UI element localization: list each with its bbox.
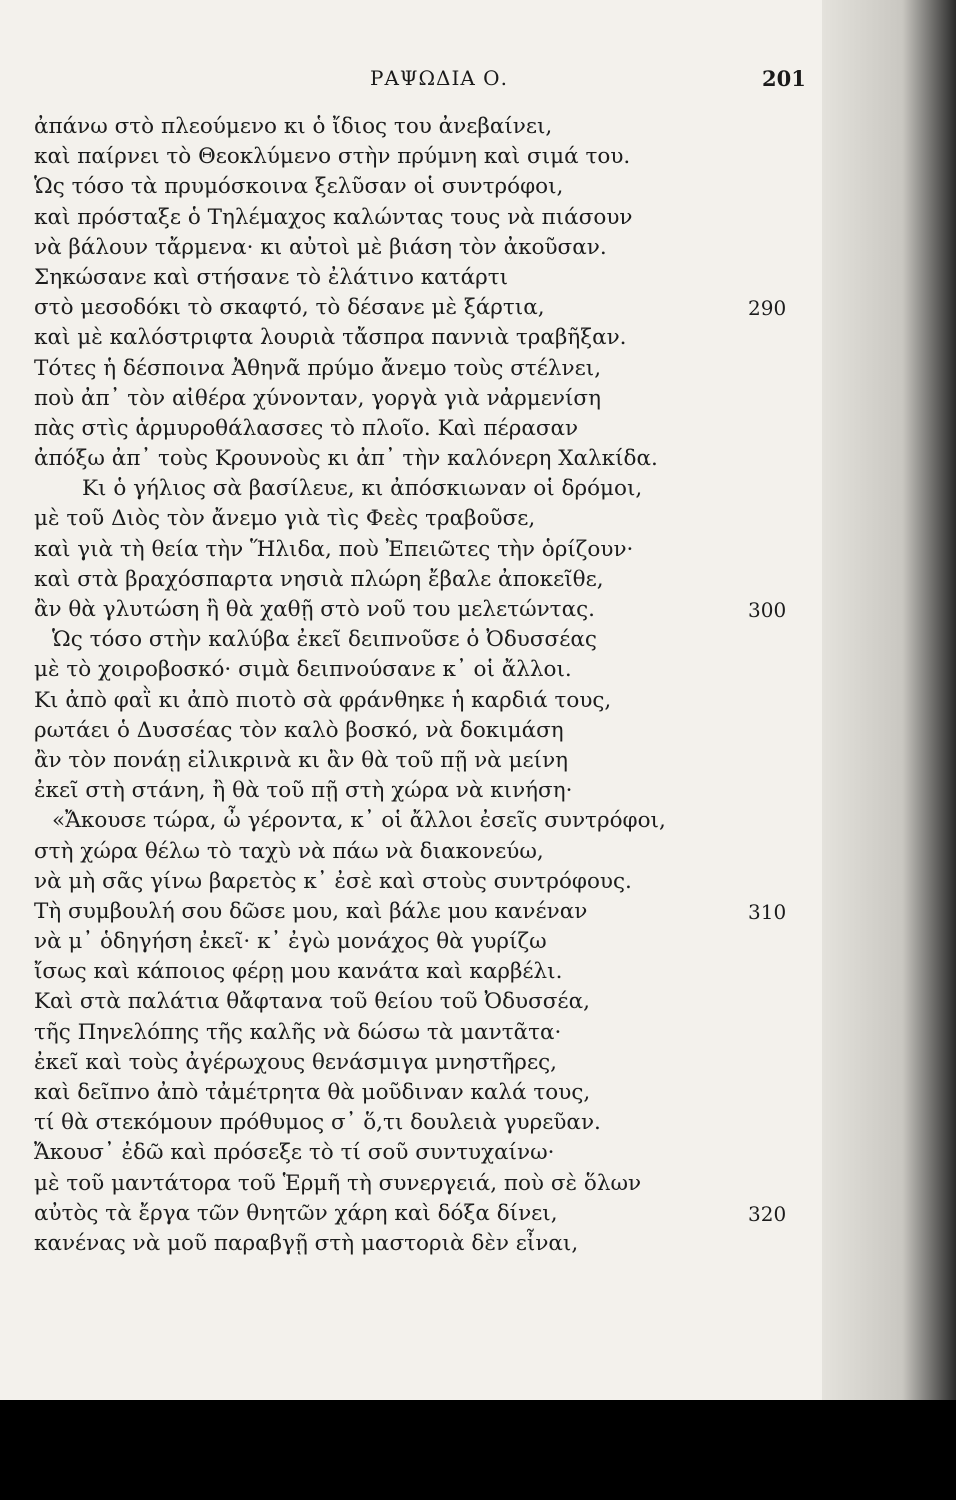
verse-line bbox=[34, 1199, 804, 1229]
page-edge bbox=[822, 0, 956, 1400]
verse-text: Κι ὁ γήλιος σὰ βασίλευε, κι ἀπόσκιωναν οἱ δρόμοι, bbox=[82, 476, 643, 502]
verse-text: ἀπόξω ἀπ᾽ τοὺς Κρουνοὺς κι ἀπ᾽ τὴν καλόνερη Χαλκίδα. bbox=[34, 446, 658, 472]
verse-line bbox=[34, 867, 804, 897]
verse-line bbox=[34, 957, 804, 987]
verse-text: ἐκεῖ καὶ τοὺς ἀγέρωχους θενάσμιγα μνηστῆρες, bbox=[34, 1049, 557, 1075]
verse-line bbox=[34, 927, 804, 957]
line-number: 290 bbox=[748, 296, 787, 321]
verse-text: ρωτάει ὁ Δυσσέας τὸν καλὸ βοσκό, νὰ δοκιμάση bbox=[34, 717, 564, 743]
verse-text: καὶ γιὰ τὴ θεία τὴν Ἥλιδα, ποὺ Ἐπειῶτες τὴν ὁρίζουν· bbox=[34, 536, 634, 562]
verse-line bbox=[34, 897, 804, 927]
verse-text: νὰ μὴ σᾶς γίνω βαρετὸς κ᾽ ἐσὲ καὶ στοὺς συντρόφους. bbox=[34, 868, 632, 894]
verse-text: καὶ στὰ βραχόσπαρτα νησιὰ πλώρη ἔβαλε ἀποκεῖθε, bbox=[34, 566, 604, 592]
verse-line bbox=[34, 172, 804, 202]
verse-line bbox=[34, 414, 804, 444]
verse-line bbox=[34, 504, 804, 534]
verse-line bbox=[34, 142, 804, 172]
verse-line bbox=[34, 263, 804, 293]
verse-line bbox=[34, 716, 804, 746]
verse-line bbox=[34, 987, 804, 1017]
verse-text: «Ἄκουσε τώρα, ὦ γέροντα, κ᾽ οἱ ἄλλοι ἐσεῖς συντρόφοι, bbox=[52, 808, 666, 834]
verse-text: νὰ μ᾽ ὁδηγήση ἐκεῖ· κ᾽ ἐγὼ μονάχος θὰ γυρίζω bbox=[34, 929, 547, 955]
verse-text: πὰς στὶς ἁρμυροθάλασσες τὸ πλοῖο. Καὶ πέρασαν bbox=[34, 415, 579, 441]
verse-line bbox=[34, 1108, 804, 1138]
verse-text: καὶ μὲ καλόστριφτα λουριὰ τἄσπρα παννιὰ τραβῆξαν. bbox=[34, 325, 627, 351]
verse-text: Ἄκουσ᾽ ἐδῶ καὶ πρόσεξε τὸ τί σοῦ συντυχαίνω· bbox=[34, 1140, 555, 1166]
verse-text: ἂν τὸν πονάῃ εἰλικρινὰ κι ἂν θὰ τοῦ πῇ νὰ μείνη bbox=[34, 747, 569, 773]
verse-line bbox=[34, 354, 804, 384]
verse-line bbox=[34, 323, 804, 353]
verse-line bbox=[34, 474, 804, 504]
line-number: 310 bbox=[748, 899, 787, 924]
verse-text: ἂν θὰ γλυτώση ἢ θὰ χαθῇ στὸ νοῦ του μελετώντας. bbox=[34, 597, 595, 622]
line-number: 320 bbox=[748, 1201, 787, 1226]
poem-text bbox=[34, 112, 804, 1259]
verse-text: μὲ τοῦ μαντάτορα τοῦ Ἑρμῆ τὴ συνεργειά, ποὺ σὲ ὅλων bbox=[34, 1170, 642, 1196]
verse-text: ποὺ ἀπ᾽ τὸν αἰθέρα χύνονταν, γοργὰ γιὰ νἀρμενίση bbox=[34, 385, 601, 411]
verse-line bbox=[34, 625, 804, 655]
page-header bbox=[0, 66, 822, 100]
verse-line bbox=[34, 806, 804, 836]
verse-text: κανένας νὰ μοῦ παραβγῇ στὴ μαστοριὰ δὲν εἶναι, bbox=[34, 1230, 579, 1256]
verse-line bbox=[34, 1138, 804, 1168]
verse-text: αὐτὸς τὰ ἔργα τῶν θνητῶν χάρη καὶ δόξα δίνει, bbox=[34, 1200, 558, 1226]
verse-text: στὸ μεσοδόκι τὸ σκαφτό, τὸ δέσανε μὲ ξάρτια, bbox=[34, 295, 545, 321]
running-title: ΡΑΨΩΔΙΑ Ο. bbox=[370, 66, 508, 90]
verse-text: Ὡς τόσο στὴν καλύβα ἐκεῖ δειπνοῦσε ὁ Ὀδυσσέας bbox=[52, 627, 597, 653]
verse-text: τῆς Πηνελόπης τῆς καλῆς νὰ δώσω τὰ μαντᾶτα· bbox=[34, 1019, 562, 1045]
verse-line bbox=[34, 444, 804, 474]
verse-text: καὶ δεῖπνο ἀπὸ τἀμέτρητα θὰ μοῦδιναν καλά τους, bbox=[34, 1080, 591, 1105]
verse-text: Σηκώσανε καὶ στήσανε τὸ ἐλάτινο κατάρτι bbox=[34, 264, 509, 290]
verse-line bbox=[34, 746, 804, 776]
verse-line bbox=[34, 565, 804, 595]
verse-line bbox=[34, 837, 804, 867]
verse-line bbox=[34, 1048, 804, 1078]
verse-text: Τότες ἡ δέσποινα Ἀθηνᾶ πρύμο ἄνεμο τοὺς στέλνει, bbox=[34, 355, 602, 381]
verse-text: Ὡς τόσο τὰ πρυμόσκοινα ξελῦσαν οἱ συντρόφοι, bbox=[34, 174, 564, 200]
verse-text: ἴσως καὶ κάποιος φέρῃ μου κανάτα καὶ καρβέλι. bbox=[34, 959, 563, 985]
verse-text: Κι ἀπὸ φαῒ κι ἀπὸ πιοτὸ σὰ φράνθηκε ἡ καρδιά τους, bbox=[34, 687, 612, 713]
verse-line bbox=[34, 1078, 804, 1108]
verse-text: μὲ τὸ χοιροβοσκό· σιμὰ δειπνούσανε κ᾽ οἱ ἄλλοι. bbox=[34, 657, 572, 683]
verse-line bbox=[34, 203, 804, 233]
verse-text: ἀπάνω στὸ πλεούμενο κι ὁ ἴδιος του ἀνεβαίνει, bbox=[34, 114, 553, 139]
verse-text: Καὶ στὰ παλάτια θἄφτανα τοῦ θείου τοῦ Ὀδυσσέα, bbox=[34, 989, 590, 1015]
verse-text: Τὴ συμβουλή σου δῶσε μου, καὶ βάλε μου κανέναν bbox=[34, 898, 588, 924]
verse-text: καὶ παίρνει τὸ Θεοκλύμενο στὴν πρύμνη καὶ σιμά του. bbox=[34, 144, 631, 170]
verse-line bbox=[34, 776, 804, 806]
verse-line bbox=[34, 686, 804, 716]
verse-line bbox=[34, 1169, 804, 1199]
verse-line bbox=[34, 112, 804, 142]
verse-text: καὶ πρόσταξε ὁ Τηλέμαχος καλώντας τους νὰ πιάσουν bbox=[34, 204, 633, 230]
scan-border bbox=[0, 1400, 956, 1500]
page-number: 201 bbox=[762, 66, 806, 91]
verse-line bbox=[34, 1018, 804, 1048]
verse-line bbox=[34, 384, 804, 414]
verse-line bbox=[34, 293, 804, 323]
verse-text: νὰ βάλουν τἄρμενα· κι αὐτοὶ μὲ βιάση τὸν ἀκοῦσαν. bbox=[34, 234, 607, 260]
verse-line bbox=[34, 1229, 804, 1259]
verse-text: μὲ τοῦ Διὸς τὸν ἄνεμο γιὰ τὶς Φεὲς τραβοῦσε, bbox=[34, 506, 536, 532]
verse-text: τί θὰ στεκόμουν πρόθυμος σ᾽ ὅ,τι δουλειὰ γυρεῦαν. bbox=[34, 1110, 601, 1136]
verse-line bbox=[34, 535, 804, 565]
verse-line bbox=[34, 233, 804, 263]
verse-text: ἐκεῖ στὴ στάνη, ἢ θὰ τοῦ πῇ στὴ χώρα νὰ κινήση· bbox=[34, 778, 573, 804]
line-number: 300 bbox=[748, 598, 787, 622]
verse-line bbox=[34, 595, 804, 625]
verse-line bbox=[34, 655, 804, 685]
verse-text: στὴ χώρα θέλω τὸ ταχὺ νὰ πάω νὰ διακονεύω, bbox=[34, 838, 544, 864]
